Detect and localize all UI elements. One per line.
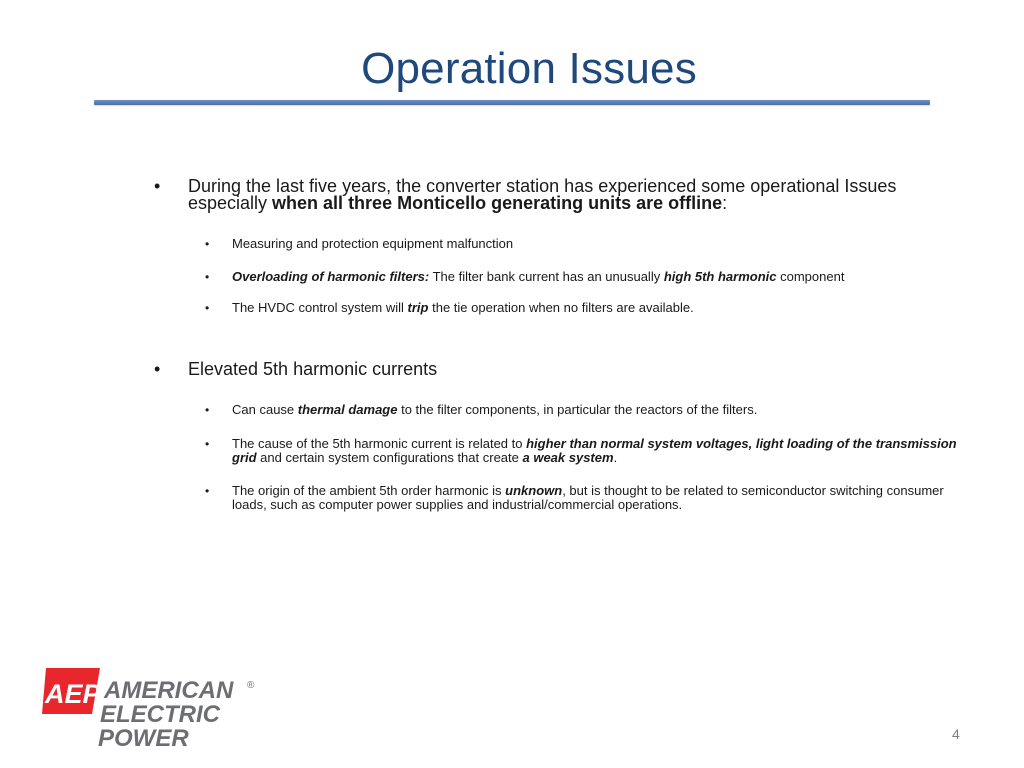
bullet-text: The origin of the ambient 5th order harmonic is — [232, 483, 506, 498]
registered-mark: ® — [247, 680, 255, 691]
bullet-emphasis: higher than normal system voltages, light loading of the transmission grid — [232, 436, 957, 465]
bullet-text: : — [722, 193, 728, 213]
bullet-text: and certain system configurations that create — [256, 450, 523, 465]
bullet-bold-text: when all three Monticello generating units are offline — [272, 193, 723, 213]
slide-title: Operation Issues — [361, 44, 697, 93]
bullet-marker: • — [154, 176, 161, 196]
aep-logo — [42, 666, 262, 748]
bullet-level2 — [205, 402, 952, 417]
bullet-text: Measuring and protection equipment malfunction — [232, 236, 514, 251]
bullet-text: to the filter components, in particular the reactors of the filters. — [397, 402, 758, 417]
bullet-level1 — [154, 176, 918, 213]
bullet-level2 — [205, 436, 962, 465]
bullet-marker: • — [205, 270, 210, 284]
aep-logo-line1: AMERICAN — [104, 677, 234, 704]
bullet-marker: • — [205, 403, 210, 417]
bullet-text: The cause of the 5th harmonic current is related to — [232, 436, 527, 451]
bullet-text: Elevated 5th harmonic currents — [188, 359, 438, 379]
aep-logo-line3: POWER — [98, 725, 189, 748]
bullet-text: , but is thought to be related to semiconductor switching consumer loads, such as computer power supplies and industrial/commercial operations. — [232, 483, 944, 512]
bullet-emphasis: thermal damage — [297, 402, 398, 417]
bullet-emphasis: unknown — [505, 483, 563, 498]
bullet-text: The filter bank current has an unusually — [429, 269, 664, 284]
bullet-marker: • — [205, 437, 210, 451]
bullet-text: The HVDC control system will — [232, 300, 408, 315]
bullet-text: . — [613, 450, 618, 465]
bullet-emphasis: high 5th harmonic — [663, 269, 777, 284]
bullet-marker: • — [205, 301, 210, 315]
bullet-level2 — [205, 236, 932, 251]
bullet-level1 — [154, 359, 918, 379]
bullet-emphasis: Overloading of harmonic filters: — [232, 269, 430, 284]
bullet-text: the tie operation when no filters are available. — [428, 300, 694, 315]
bullet-marker: • — [205, 484, 210, 498]
aep-logo-line2: ELECTRIC — [100, 701, 220, 728]
bullet-level2 — [205, 269, 952, 284]
bullet-emphasis: a weak system — [522, 450, 614, 465]
bullet-text: Can cause — [232, 402, 298, 417]
bullet-text: component — [776, 269, 845, 284]
bullet-emphasis: trip — [407, 300, 429, 315]
bullet-level2 — [205, 300, 952, 315]
bullet-marker: • — [154, 359, 161, 379]
bullet-text: During the last five years, the converter station has experienced some operational Issues especially — [188, 176, 897, 213]
bullet-level2 — [205, 483, 957, 512]
bullet-marker: • — [205, 237, 210, 251]
aep-logo-mark: AEP — [45, 679, 101, 709]
title-underline — [94, 100, 930, 105]
page-number: 4 — [952, 726, 960, 742]
